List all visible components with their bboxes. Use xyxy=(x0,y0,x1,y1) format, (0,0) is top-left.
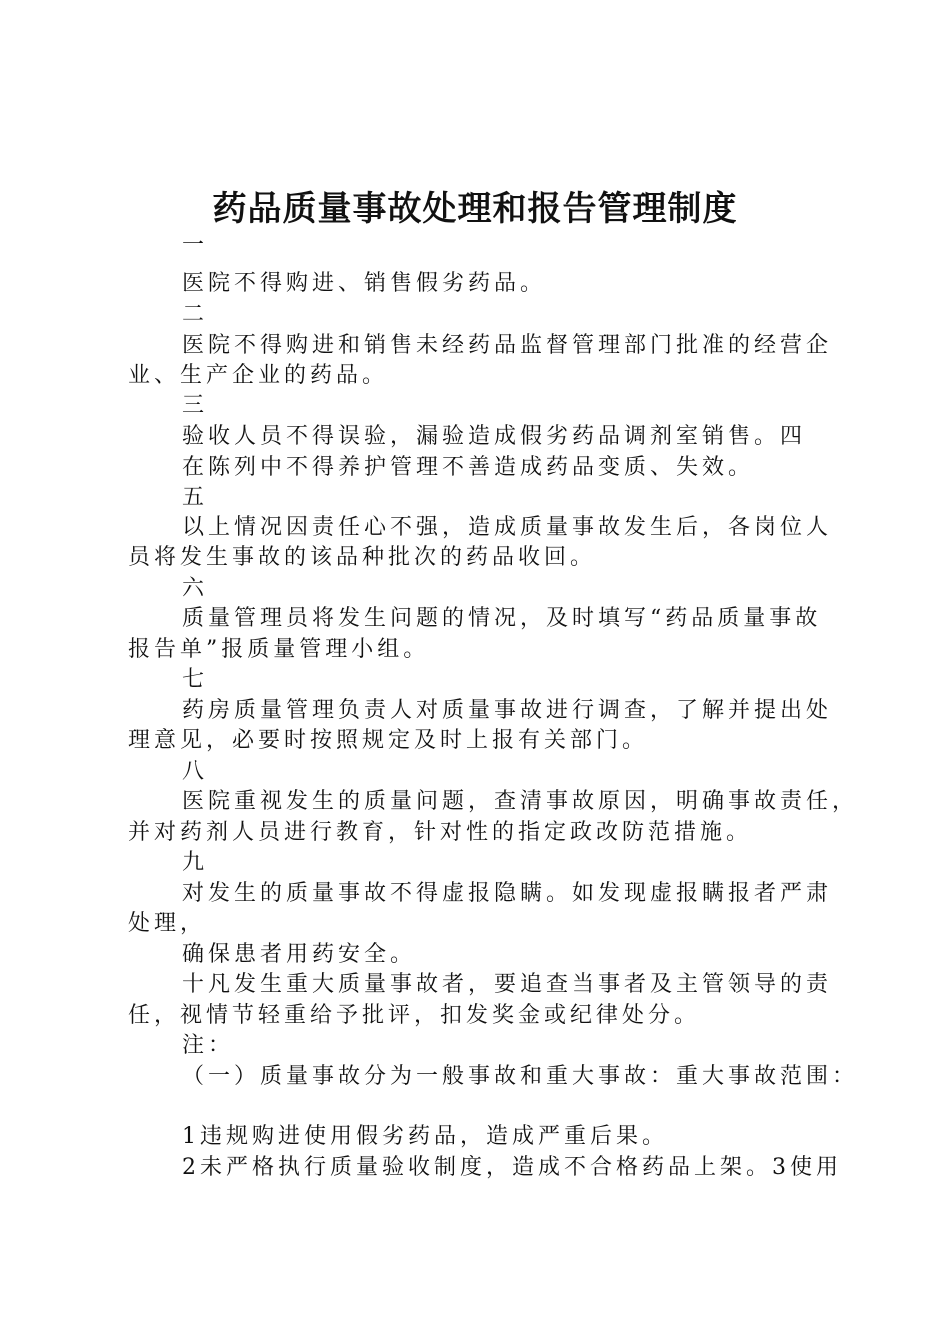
section-number: 一 xyxy=(182,233,209,258)
section-number: 三 xyxy=(182,393,209,418)
paragraph-line: 验收人员不得误验，漏验造成假劣药品调剂室销售。四 xyxy=(182,424,807,449)
paragraph-line: 理意见，必要时按照规定及时上报有关部门。 xyxy=(128,728,649,753)
document-title: 药品质量事故处理和报告管理制度 xyxy=(212,189,738,229)
paragraph-line: 报告单”报质量管理小组。 xyxy=(128,637,430,662)
paragraph-line: 十凡发生重大质量事故者，要追查当事者及主管领导的责 xyxy=(182,972,833,997)
paragraph-line: 医院重视发生的质量问题，查清事故原因，明确事故责任， xyxy=(182,789,859,814)
paragraph-line: 医院不得购进、销售假劣药品。 xyxy=(182,271,547,296)
list-item: 2未严格执行质量验收制度，造成不合格药品上架。3使用 xyxy=(182,1155,842,1180)
paragraph-line: 药房质量管理负责人对质量事故进行调查，了解并提出处 xyxy=(182,698,833,723)
paragraph-line: 并对药剂人员进行教育，针对性的指定政改防范措施。 xyxy=(128,820,753,845)
paragraph-line: 任，视情节轻重给予批评，扣发奖金或纪律处分。 xyxy=(128,1003,701,1028)
section-number: 九 xyxy=(182,850,209,875)
paragraph-line: 处理， xyxy=(128,911,207,936)
paragraph-line: 以上情况因责任心不强，造成质量事故发生后，各岗位人 xyxy=(182,515,833,540)
paragraph-line: 质量管理员将发生问题的情况，及时填写“药品质量事故 xyxy=(182,606,822,631)
note-label: 注： xyxy=(182,1033,235,1058)
paragraph-line: 员将发生事故的该品种批次的药品收回。 xyxy=(128,545,597,570)
section-number: 六 xyxy=(182,576,209,601)
paragraph-line: （一）质量事故分为一般事故和重大事故：重大事故范围： xyxy=(182,1064,859,1089)
section-number: 二 xyxy=(182,302,209,327)
paragraph-line: 业、生产企业的药品。 xyxy=(128,363,389,388)
section-number: 七 xyxy=(182,667,209,692)
paragraph-line: 确保患者用药安全。 xyxy=(182,942,417,967)
paragraph-line: 对发生的质量事故不得虚报隐瞒。如发现虚报瞒报者严肃 xyxy=(182,881,833,906)
paragraph-line: 医院不得购进和销售未经药品监督管理部门批准的经营企 xyxy=(182,333,833,358)
paragraph-line: 在陈列中不得养护管理不善造成药品变质、失效。 xyxy=(182,455,755,480)
section-number: 五 xyxy=(182,485,209,510)
section-number: 八 xyxy=(182,759,209,784)
list-item: 1违规购进使用假劣药品，造成严重后果。 xyxy=(182,1124,668,1149)
